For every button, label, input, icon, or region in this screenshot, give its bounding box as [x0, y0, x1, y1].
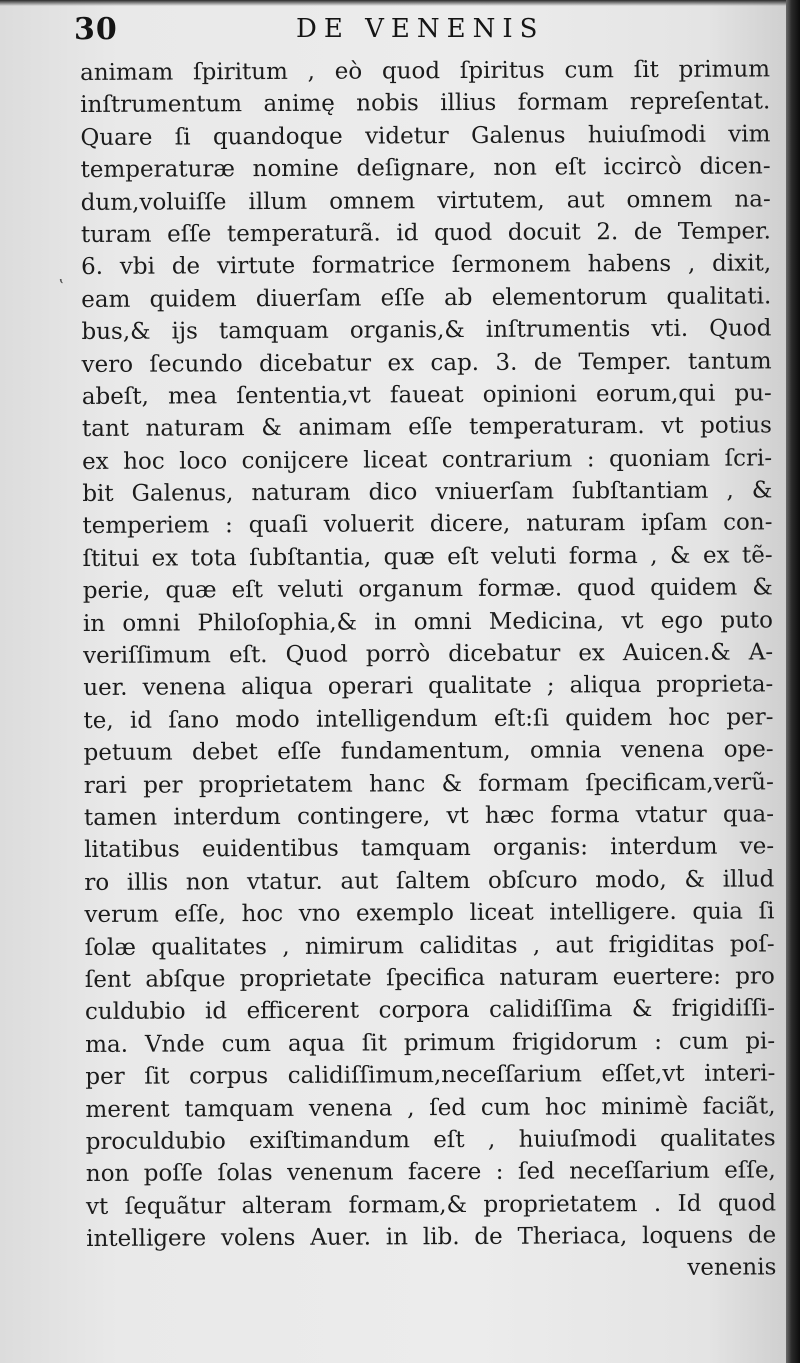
running-title: DE VENENIS — [296, 14, 545, 44]
text-line: eam quidem diuerſam eſſe ab elementorum qualitati. — [81, 283, 772, 313]
text-line: in omni Philoſophia,& in omni Medicina, vt ego puto — [82, 607, 774, 637]
text-line: bus,& ijs tamquam organis,& inſtrumentis vti. Quod — [81, 315, 772, 346]
text-line: inſtrumentum animę nobis illius formam repreſentat. — [80, 88, 771, 119]
text-line: ſolæ qualitates , nimirum caliditas , aut frigiditas poſ- — [84, 930, 775, 961]
text-line: ex hoc loco conijcere liceat contrarium : quoniam ſcri- — [82, 445, 773, 475]
page-top-shadow — [0, 0, 786, 6]
text-line: veriſſimum eſt. Quod porrò dicebatur ex Auicen.& A- — [83, 639, 774, 670]
margin-mark: ʽ — [58, 276, 64, 297]
text-line: bit Galenus, naturam dico vniuerſam ſubſtantiam , & — [82, 477, 773, 508]
text-line: turam eſſe temperaturã. id quod docuit 2. de Temper. — [80, 218, 771, 248]
text-line: per ſit corpus calidiſſimum,neceſſarium eſſet,vt interi- — [85, 1060, 776, 1091]
text-line: abeſt, mea ſententia,vt faueat opinioni eorum,qui pu- — [81, 380, 772, 410]
running-head — [74, 12, 754, 52]
text-line: merent tamquam venena , ſed cum hoc minimè faciãt, — [85, 1092, 776, 1123]
text-line: non poſſe ſolas venenum facere : ſed neceſſarium eſſe, — [85, 1157, 776, 1188]
text-line: vt ſequãtur alteram formam,& proprietatem . Id quod — [85, 1190, 777, 1220]
text-line: animam ſpiritum , eò quod ſpiritus cum ſit primum — [80, 56, 771, 86]
text-line: te, id ſano modo intelligendum eſt:ſi quidem hoc per- — [83, 704, 774, 734]
text-line: ma. Vnde cum aqua ſit primum frigidorum : cum pi- — [85, 1028, 776, 1058]
text-line: proculdubio exiſtimandum eſt , huiuſmodi qualitates — [85, 1125, 776, 1155]
text-line: temperiem : quaſi voluerit dicere, naturam ipſam con- — [82, 509, 773, 540]
text-line: petuum debet eſſe fundamentum, omnia venena ope- — [83, 736, 774, 767]
text-line: rari per proprietatem hanc & formam ſpecificam,verũ- — [83, 768, 774, 799]
text-line: dum,voluiſſe illum omnem virtutem, aut omnem na- — [80, 185, 771, 216]
text-line: tamen interdum contingere, vt hæc forma vtatur qua- — [83, 801, 775, 831]
body-text — [80, 53, 776, 1287]
text-line: temperaturæ nomine deſignare, non eſt iccircò dicen- — [80, 153, 771, 184]
text-line: perie, quæ eſt veluti organum formæ. quod quidem & — [82, 574, 773, 605]
text-line: 6. vbi de virtute formatrice ſermonem habens , dixit, — [81, 250, 772, 281]
text-line: tant naturam & animam eſſe temperaturam. vt potius — [81, 412, 773, 443]
page-number: 30 — [74, 12, 118, 47]
text-line: Quare ſi quandoque videtur Galenus huiuſmodi vim — [80, 121, 771, 151]
page-edge-shadow — [786, 0, 800, 1363]
text-line: ſtitui ex tota ſubſtantia, quæ eſt veluti forma , & ex tẽ- — [82, 542, 773, 572]
text-line: intelligere volens Auer. in lib. de Theriaca, loquens de — [86, 1222, 777, 1253]
text-line: litatibus euidentibus tamquam organis: interdum ve- — [84, 833, 775, 864]
text-line: ro illis non vtatur. aut ſaltem obſcuro modo, & illud — [84, 866, 775, 896]
text-line: vero ſecundo dicebatur ex cap. 3. de Temper. tantum — [81, 347, 772, 378]
catchword: venenis — [687, 1254, 777, 1282]
text-line: ſent abſque proprietate ſpecifica naturam euertere: pro — [84, 963, 775, 993]
text-line: uer. venena aliqua operari qualitate ; aliqua proprieta- — [83, 671, 774, 702]
text-line: verum eſſe, hoc vno exemplo liceat intelligere. quia ſi — [84, 898, 775, 929]
text-line: culdubio id efficerent corpora calidiſſima & frigidiſſi- — [84, 995, 776, 1026]
